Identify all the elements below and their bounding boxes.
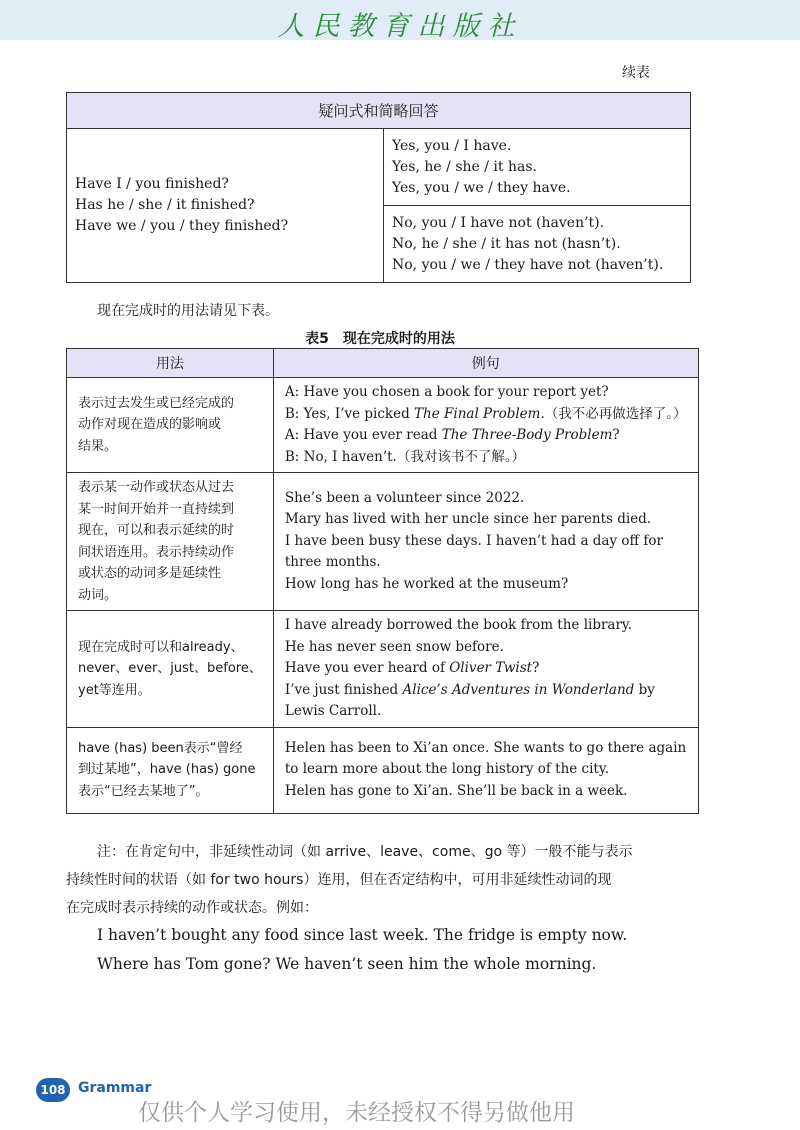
example-line: She’s been a volunteer since 2022.	[284, 489, 525, 506]
example-line	[285, 425, 687, 447]
book-title: Alice’s Adventures in Wonderland	[402, 681, 635, 698]
note-line: 在完成时表示持续的动作或状态。例如：	[66, 900, 318, 916]
usage-line: 现在，可以和表示延续的时	[78, 523, 235, 538]
example-line: three months.	[284, 554, 381, 571]
example-cell	[273, 473, 698, 611]
example-line: to learn more about the long history of the city.	[284, 761, 609, 778]
example-line: Helen has gone to Xi’an. She’ll be back in a week.	[284, 782, 628, 799]
answer-line: No, you / we / they have not (haven’t).	[392, 256, 664, 273]
example-text: .（我不必再做选择了。）	[540, 405, 687, 422]
example-line: How long has he worked at the museum?	[284, 575, 569, 592]
note-line: 持续性时间的状语（如 for two hours）连用，但在否定结构中，可用非延续性动词的现	[66, 872, 612, 888]
question-line: Has he / she / it finished?	[75, 197, 255, 213]
usage-line: yet等连用。	[78, 682, 151, 698]
example-text: ?	[612, 427, 620, 443]
table-row	[67, 727, 699, 813]
example-text: B: Yes, I’ve picked	[284, 405, 415, 422]
example-line: I have already borrowed the book from the library.	[284, 617, 633, 633]
book-title: The Three-Body Problem	[441, 427, 613, 443]
example-line: I have been busy these days. I haven’t had a day off for	[284, 532, 663, 549]
example-line: Mary has lived with her uncle since her parents died.	[284, 511, 652, 528]
usage-line: 动作对现在造成的影响或	[78, 417, 222, 433]
answer-line: Yes, you / we / they have.	[392, 179, 571, 196]
table-caption: 表5 现在完成时的用法	[305, 331, 455, 347]
usage-line: 某一时间开始并一直持续到	[78, 501, 235, 517]
no-answers-cell	[384, 206, 691, 283]
answer-line: Yes, you / I have.	[392, 137, 512, 154]
usage-line: 表示某一动作或状态从过去	[78, 480, 235, 495]
usage-line: 动词。	[78, 587, 118, 603]
note-paragraph	[66, 838, 691, 922]
section-name: Grammar	[78, 1080, 152, 1096]
usage-cell	[67, 473, 274, 611]
example-text: Have you ever heard of	[284, 660, 450, 676]
usage-line: 现在完成时可以和already、	[78, 639, 244, 655]
example-text: by	[634, 681, 655, 698]
example-column-header: 例句	[273, 349, 698, 378]
example-line: Lewis Carroll.	[284, 703, 382, 719]
answer-line: No, you / I have not (haven’t).	[392, 214, 605, 231]
example-line: B: No, I haven’t.（我对该书不了解。）	[284, 448, 526, 465]
table-row	[67, 611, 699, 728]
usage-line: 表示过去发生或已经完成的	[78, 395, 235, 411]
example-line: Helen has been to Xi’an once. She wants to go there again	[284, 739, 687, 756]
example-cell	[273, 727, 698, 813]
question-form-table	[66, 92, 691, 283]
usage-line: 或状态的动词多是延续性	[78, 566, 222, 581]
example-line	[285, 658, 687, 680]
question-line: Have we / you / they finished?	[75, 218, 289, 234]
usage-line: 表示“已经去某地了”。	[78, 783, 209, 799]
usage-line: 到过某地”，have (has) gone	[78, 762, 256, 778]
example-text: A: Have you ever read	[284, 427, 442, 443]
table-row	[67, 473, 699, 611]
example-line	[285, 404, 687, 426]
usage-line: never、ever、just、before、	[78, 661, 262, 676]
usage-cell	[67, 727, 274, 813]
usage-cell	[67, 378, 274, 473]
question-line: Have I / you finished?	[75, 176, 229, 192]
usage-line: have (has) been表示“曾经	[78, 740, 243, 756]
usage-line: 结果。	[78, 438, 118, 454]
yes-answers-cell	[384, 129, 691, 206]
usage-column-header: 用法	[67, 349, 274, 378]
answer-line: No, he / she / it has not (hasn’t).	[392, 235, 621, 252]
book-title: Oliver Twist	[449, 660, 533, 676]
watermark: 仅供个人学习使用，未经授权不得另做他用	[138, 1100, 575, 1126]
header-band	[0, 0, 800, 40]
intro-text: 现在完成时的用法请见下表。	[97, 303, 279, 319]
answer-line: Yes, he / she / it has.	[392, 158, 537, 175]
continuation-label: 续表	[622, 65, 650, 81]
example-line: A: Have you chosen a book for your report yet?	[284, 384, 609, 400]
question-form-header: 疑问式和简略回答	[67, 93, 691, 129]
example-cell	[273, 378, 698, 473]
usage-cell	[67, 611, 274, 728]
book-title: The Final Problem	[414, 405, 541, 422]
publisher-logo: 人民教育出版社	[277, 11, 523, 42]
example-line: He has never seen snow before.	[284, 638, 504, 655]
example-line	[285, 680, 687, 702]
table-row	[67, 378, 699, 473]
example-sentence: I haven’t bought any food since last week. The fridge is empty now.	[97, 926, 628, 944]
example-sentence: Where has Tom gone? We haven’t seen him the whole morning.	[97, 955, 597, 973]
usage-line: 间状语连用。表示持续动作	[78, 544, 235, 560]
example-text: ?	[532, 660, 540, 676]
questions-cell	[67, 129, 384, 283]
page-number: 108	[36, 1078, 70, 1102]
example-text: I’ve just finished	[284, 681, 403, 698]
example-cell	[273, 611, 698, 728]
usage-table	[66, 348, 699, 814]
note-line: 注：在肯定句中，非延续性动词（如 arrive、leave、come、go 等）一般不能与表示	[97, 844, 633, 860]
